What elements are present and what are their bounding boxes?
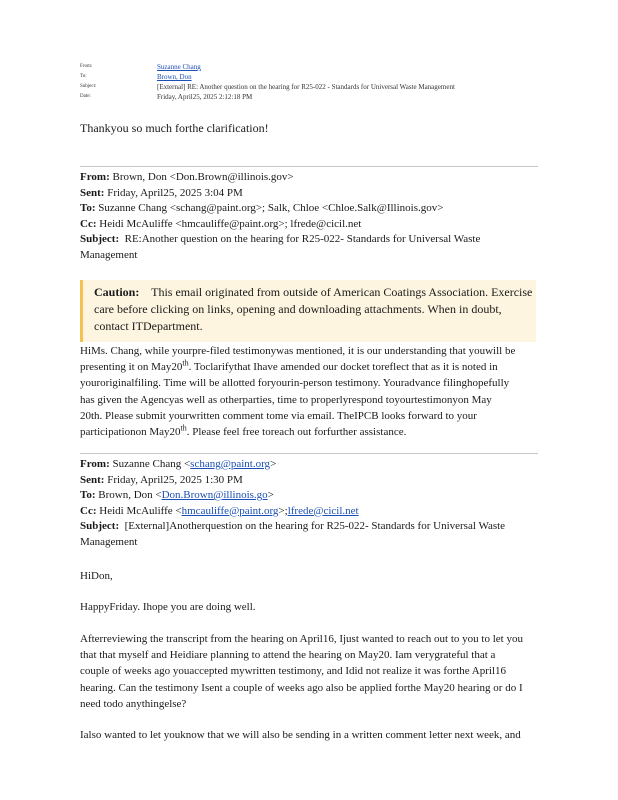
msg1-subject-line1: RE:Another question on the hearing for R25-022- Standards for Universal Waste [124, 233, 481, 245]
body1-line4: has given the Agencyas well as otherparties, time to properlyrespond toyourtestimonyon May [80, 393, 492, 406]
msg2-sent-value: Friday, April25, 2025 1:30 PM [107, 473, 243, 486]
msg2-cc-label: Cc: [80, 504, 97, 517]
greeting: HiDon, [80, 570, 113, 582]
reply-text: Thankyou so much forthe clarification! [80, 121, 269, 135]
header-to-value[interactable]: Brown, Don [157, 73, 192, 81]
msg1-subject-line2: Management [80, 248, 138, 261]
message-2-header [80, 457, 538, 550]
header-from-label: From: [80, 64, 93, 69]
msg2-from-email-link[interactable]: schang@paint.org [190, 458, 271, 470]
msg2-cc-name: Heidi McAuliffe < [99, 504, 182, 517]
body1-line6b: . Please feel free toreach out forfurther assistance. [186, 426, 407, 439]
caution-label: Caution: [94, 285, 140, 299]
msg2-subject-line1: [External]Anotherquestion on the hearing for R25-022- Standards for Universal Waste [124, 520, 506, 532]
msg1-cc-value: Heidi McAuliffe <hmcauliffe@paint.org>; lfrede@cicil.net [99, 217, 362, 230]
email-header [80, 62, 540, 102]
msg2-from-label: From: [80, 458, 110, 470]
msg2-subject-label: Subject: [80, 520, 120, 532]
p2-line2: that that myself and Heidiare planning to attend the hearing on May20. Iam verygrateful that a [80, 649, 496, 662]
message-1-body [80, 343, 538, 440]
caution-line2: care before clicking on links, opening and downloading attachments. When in doubt, [94, 302, 502, 316]
separator-2 [80, 453, 538, 454]
msg2-cc-email-link-1[interactable]: hmcauliffe@paint.org [181, 504, 279, 517]
message-1-header [80, 170, 538, 263]
msg1-from-label: From: [80, 171, 110, 183]
header-date-value: Friday, April25, 2025 2:12:18 PM [157, 93, 253, 101]
body1-line1: HiMs. Chang, while yourpre-filed testimonywas mentioned, it is our understanding that youwill be [80, 345, 516, 357]
caution-line1: This email originated from outside of American Coatings Association. Exercise [151, 285, 533, 299]
body1-line5: 20th. Please submit yourwritten comment tome via email. TheIPCB looks forward to your [80, 409, 477, 422]
header-subject-value: [External] RE: Another question on the hearing for R25-022 - Standards for Universal Waste Management [157, 83, 455, 91]
msg1-to-label: To: [80, 202, 96, 214]
msg1-from-value: Brown, Don <Don.Brown@illinois.gov> [112, 171, 294, 183]
paragraph-2 [80, 631, 538, 712]
caution-line3: contact ITDepartment. [94, 319, 203, 333]
msg1-subject-label: Subject: [80, 233, 120, 245]
msg2-from-end: > [270, 458, 277, 470]
p2-line4: hearing. Can the testimony Isent a couple of weeks ago also be applied forthe May20 hearing or do I [80, 681, 523, 694]
msg2-to-name: Brown, Don < [98, 489, 162, 501]
msg2-subject-line2: Management [80, 535, 138, 548]
header-date-label: Date: [80, 94, 91, 99]
header-subject-label: Subject: [80, 84, 97, 89]
msg2-to-end: > [267, 489, 274, 501]
body1-line6a: participationon May20 [80, 426, 181, 439]
body1-sup-1: th [182, 358, 189, 368]
separator-1 [80, 166, 538, 167]
msg2-from-name: Suzanne Chang < [112, 458, 191, 470]
caution-banner [80, 280, 536, 342]
msg1-cc-label: Cc: [80, 217, 97, 230]
body1-sup-2: th [180, 423, 187, 433]
paragraph-3: Ialso wanted to let youknow that we will also be sending in a written comment letter next week, and [80, 729, 521, 741]
msg2-cc-sep: >; [278, 504, 288, 517]
msg2-cc-email-link-2[interactable]: lfrede@cicil.net [287, 504, 359, 517]
p2-line3: couple of weeks ago youaccepted mywritten testimony, and Idid not realize it was forthe April16 [80, 665, 507, 678]
msg2-to-email-link[interactable]: Don.Brown@illinois.go [161, 489, 268, 501]
paragraph-1: HappyFriday. Ihope you are doing well. [80, 601, 256, 613]
msg1-to-value: Suzanne Chang <schang@paint.org>; Salk, Chloe <Chloe.Salk@Illinois.gov> [98, 202, 444, 214]
header-to-label: To: [80, 74, 87, 79]
body1-line2a: presenting it on May20 [80, 361, 183, 374]
header-from-value[interactable]: Suzanne Chang [157, 63, 201, 71]
msg2-sent-label: Sent: [80, 473, 105, 486]
msg2-to-label: To: [80, 489, 96, 501]
body1-line2b: . Toclarifythat Ihave amended our docket toreflect that as it is noted in [188, 361, 498, 374]
msg1-sent-value: Friday, April25, 2025 3:04 PM [107, 186, 243, 199]
p2-line1: Afterreviewing the transcript from the hearing on April16, Ijust wanted to reach out to you to let you [80, 633, 523, 645]
body1-line3: youroriginalfiling. Time will be allotted foryourin-person testimony. Youradvance filinghopefully [80, 377, 510, 390]
p2-line5: need todo anythingelse? [80, 697, 187, 710]
msg1-sent-label: Sent: [80, 186, 105, 199]
